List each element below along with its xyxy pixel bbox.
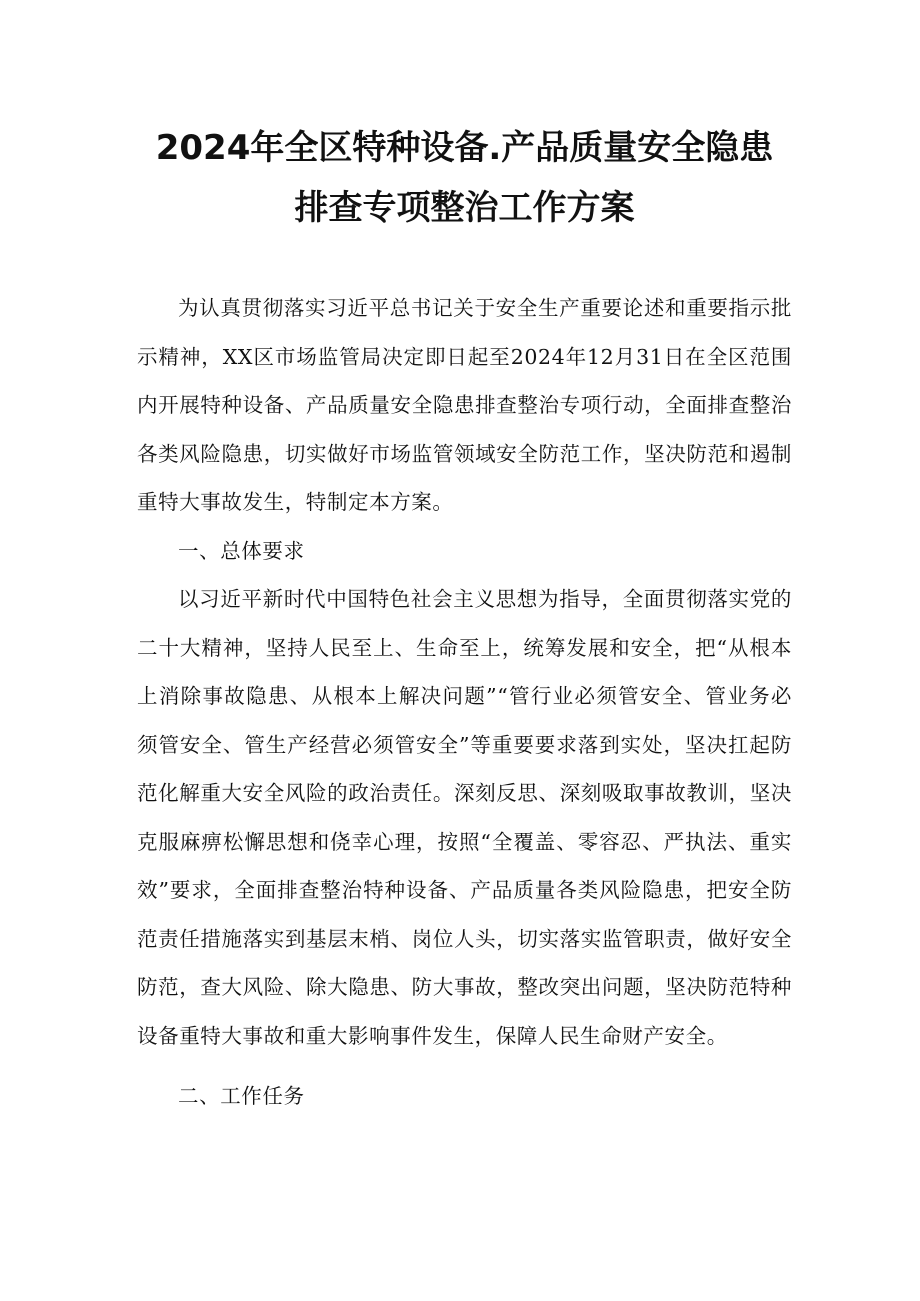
section-1-paragraph: 以习近平新时代中国特色社会主义思想为指导，全面贯彻落实党的二十大精神，坚持人民至上、生命至上，统筹发展和安全，把“从根本上消除事故隐患、从根本上解决问题”“管行业必须管安全、管业务必须管安全、管生产经营必须管安全”等重要要求落到实处，坚决扛起防范化解重大安全风险的政治责任。深刻反思、深刻吸取事故教训，坚决克服麻痹松懈思想和侥幸心理，按照“全覆盖、零容忍、严执法、重实效”要求，全面排查整治特种设备、产品质量各类风险隐患，把安全防范责任措施落实到基层末梢、岗位人头，切实落实监管职责，做好安全防范，查大风险、除大隐患、防大事故，整改突出问题，坚决防范特种设备重特大事故和重大影响事件发生，保障人民生命财产安全。 xyxy=(137,587,792,1048)
title-line-1: 2024年全区特种设备.产品质量安全隐患 xyxy=(155,128,774,168)
document-body xyxy=(137,284,792,1121)
intro-paragraph: 为认真贯彻落实习近平总书记关于安全生产重要论述和重要指示批示精神，XX区市场监管局决定即日起至2024年12月31日在全区范围内开展特种设备、产品质量安全隐患排查整治专项行动，全面排查整治各类风险隐患，切实做好市场监管领域安全防范工作，坚决防范和遏制重特大事故发生，特制定本方案。 xyxy=(137,296,792,514)
title-line-2: 排查专项整治工作方案 xyxy=(294,188,635,228)
section-1-heading: 一、总体要求 xyxy=(178,538,305,563)
document-title xyxy=(137,118,792,238)
section-2-heading: 二、工作任务 xyxy=(178,1084,305,1108)
